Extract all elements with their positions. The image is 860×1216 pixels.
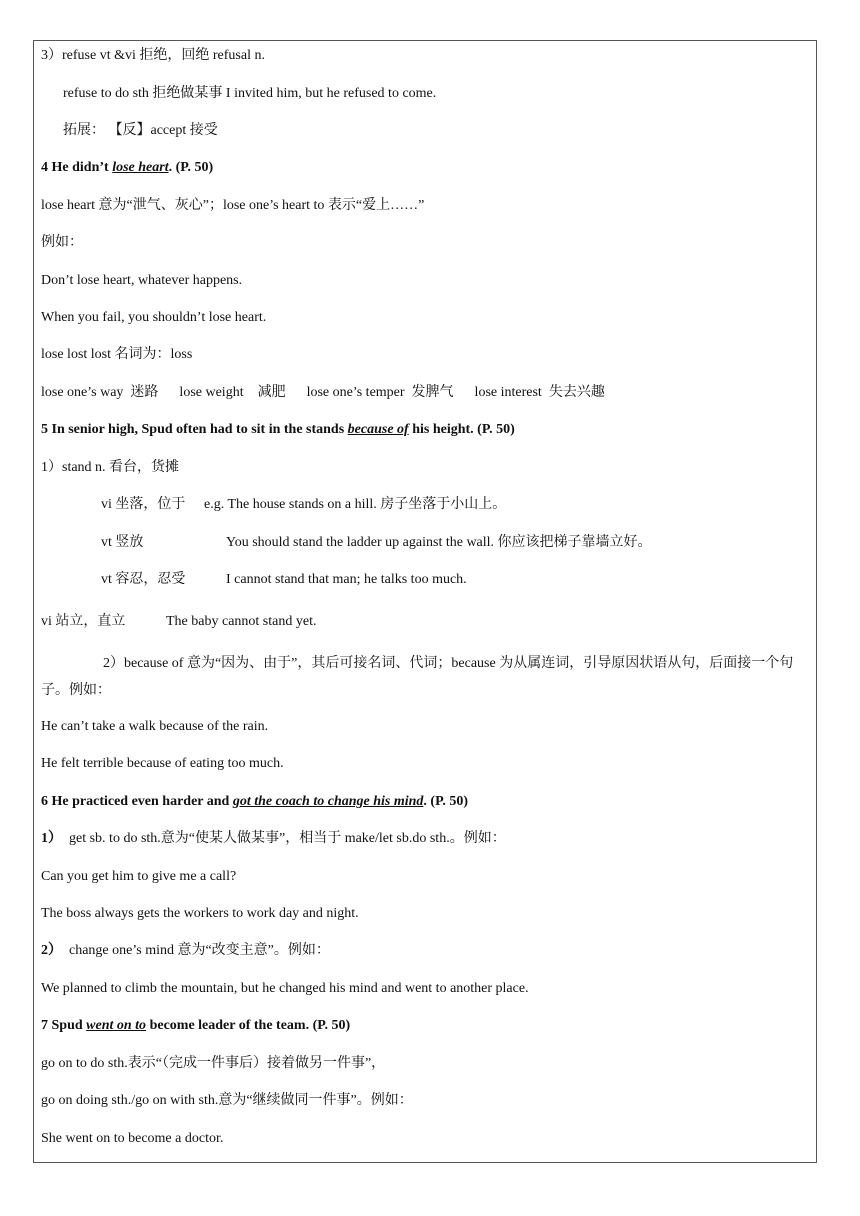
s4-line6: lose one’s way 迷路 lose weight 减肥 lose one’s temper 发脾气 lose interest 失去兴趣 (41, 385, 605, 400)
s5-line1: 1）stand n. 看台，货摊 (41, 460, 180, 475)
s5-heading: 5 In senior high, Spud often had to sit in the stands because of his height. (P. 50) (41, 422, 515, 437)
s7-line1: go on to do sth.表示“（完成一件事后）接着做另一件事”， (41, 1056, 386, 1071)
s5-line3: He can’t take a walk because of the rain. (41, 719, 269, 734)
s3-line3: 拓展： 【反】accept 接受 (63, 123, 218, 138)
s5-row3-label: vt 容忍，忍受 (101, 572, 186, 587)
s7-line3: She went on to become a doctor. (41, 1131, 224, 1146)
s3-line2: refuse to do sth 拒绝做某事 I invited him, but he refused to come. (63, 86, 437, 101)
s6-line4: 2） change one’s mind 意为“改变主意”。例如： (41, 943, 330, 958)
s6-line5: We planned to climb the mountain, but he changed his mind and went to another place. (41, 981, 529, 996)
s6-heading: 6 He practiced even harder and got the coach to change his mind. (P. 50) (41, 794, 469, 809)
s5-row4-label: vi 站立，直立 (41, 614, 126, 629)
s6-line2: Can you get him to give me a call? (41, 869, 237, 884)
s4-line4: When you fail, you shouldn’t lose heart. (41, 310, 267, 325)
s4-line3: Don’t lose heart, whatever happens. (41, 273, 243, 288)
s5-row1-label: vi 坐落，位于 (101, 497, 186, 512)
s7-heading: 7 Spud went on to become leader of the team. (P. 50) (41, 1018, 351, 1033)
s4-line2: 例如： (41, 235, 83, 250)
s7-line2: go on doing sth./go on with sth.意为“继续做同一件事”。例如： (41, 1093, 413, 1108)
s3-line1: 3）refuse vt &vi 拒绝，回绝 refusal n. (41, 48, 265, 63)
s5-row1-text: e.g. The house stands on a hill. 房子坐落于小山上。 (204, 497, 507, 512)
s5-paragraph2: 2）because of 意为“因为、由于”，其后可接名词、代词；because 为从属连词，引导原因状语从句，后面接一个句子。例如： (41, 656, 794, 698)
s4-heading: 4 He didn’t lose heart. (P. 50) (41, 160, 214, 175)
s5-row2-label: vt 竖放 (101, 535, 144, 550)
s5-row4-text: The baby cannot stand yet. (166, 614, 317, 629)
s5-row2-text: You should stand the ladder up against the wall. 你应该把梯子靠墙立好。 (226, 535, 652, 550)
s6-line3: The boss always gets the workers to work day and night. (41, 906, 359, 921)
s4-line5: lose lost lost 名词为：loss (41, 347, 193, 362)
s4-line1: lose heart 意为“泄气、灰心”；lose one’s heart to 表示“爱上……” (41, 198, 425, 213)
s6-line1: 1） get sb. to do sth.意为“使某人做某事”，相当于 make/let sb.do sth.。例如： (41, 831, 506, 846)
s5-line4: He felt terrible because of eating too much. (41, 756, 284, 771)
s5-row3-text: I cannot stand that man; he talks too much. (226, 572, 467, 587)
